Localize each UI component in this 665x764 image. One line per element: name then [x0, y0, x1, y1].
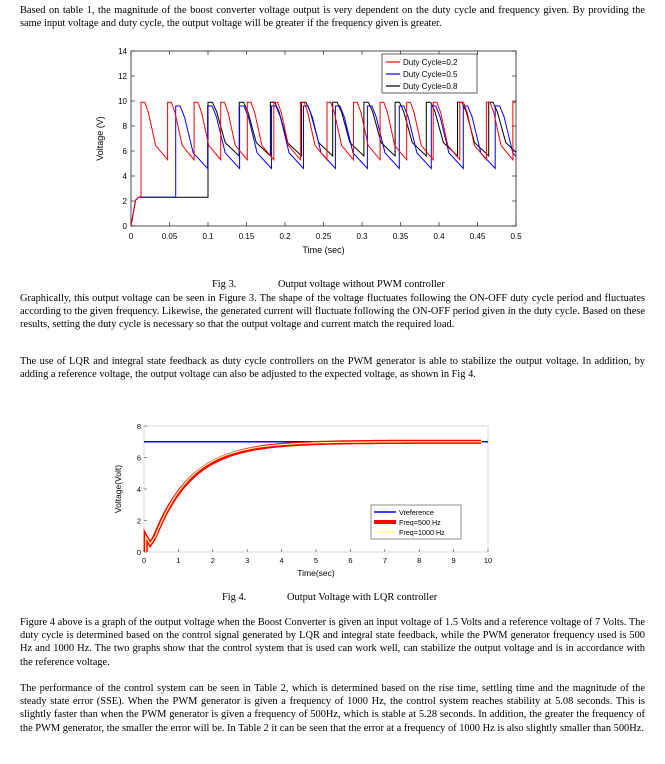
x-tick-label: 7 [382, 556, 387, 565]
x-tick-label: 0 [141, 556, 147, 565]
y-tick-label: 10 [118, 97, 127, 106]
x-tick-label: 0.2 [279, 232, 291, 241]
x-tick-label: 0.3 [356, 232, 368, 241]
x-axis-label: Time(sec) [297, 568, 335, 578]
x-tick-label: 10 [483, 556, 493, 565]
legend-entry: Vreference [399, 508, 434, 517]
y-axis-label: Voltage(Volt) [113, 464, 123, 514]
paragraph-lqr-usage: The use of LQR and integral state feedback as duty cycle controllers on the PWM generator is able to stabilize the output voltage. In addition, by adding a reference voltage, the output voltage can also be adjusted to the expected voltage, as shown in Fig 4. [20, 356, 645, 381]
y-tick-label: 8 [122, 122, 127, 131]
y-tick-label: 4 [136, 485, 141, 494]
figure-4-caption: Output Voltage with LQR controller [287, 592, 438, 603]
paragraph-figure3-description: Graphically, this output voltage can be seen in Figure 3. The shape of the voltage fluctuates following the ON-OFF duty cycle period and fluctuates according to the given frequency. Likewise, the generated current will fluctuate following the ON-OFF period given in the duty cycle. Based on these results, setting the duty cycle is necessary so that the output voltage and current match the required load. [20, 293, 645, 331]
paragraph-figure4-description: Figure 4 above is a graph of the output voltage when the Boost Converter is given an input voltage of 1.5 Volts and a reference voltage of 7 Volts. The duty cycle is determined based on the control signal generated by LQR and integral state feedback, while the PWM generator frequency used is 500 Hz and 1000 Hz. The two graphs show that the control system that is used can work well, can stabilize the output voltage and is in accordance with the reference voltage. [20, 617, 645, 668]
figure-3-caption: Output voltage without PWM controller [278, 279, 445, 290]
legend-entry: Duty Cycle=0.5 [403, 70, 458, 79]
x-tick-label: 6 [348, 556, 353, 565]
y-tick-label: 0 [136, 548, 141, 557]
x-tick-label: 0.15 [238, 232, 255, 241]
legend-entry: Freq=1000 Hz [399, 528, 445, 537]
x-tick-label: 3 [245, 556, 250, 565]
y-tick-label: 14 [118, 47, 127, 56]
x-tick-label: 0.4 [433, 232, 445, 241]
x-tick-label: 1 [176, 556, 181, 565]
y-tick-label: 4 [122, 172, 127, 181]
x-tick-label: 2 [210, 556, 215, 565]
x-tick-label: 0.45 [469, 232, 486, 241]
x-tick-label: 9 [451, 556, 456, 565]
y-tick-label: 2 [136, 516, 141, 526]
figure-3-label: Fig 3. [212, 279, 237, 290]
x-tick-label: 0.25 [315, 232, 332, 241]
y-tick-label: 2 [122, 197, 127, 206]
x-tick-label: 0.1 [202, 232, 214, 241]
legend-entry: Duty Cycle=0.8 [403, 82, 458, 91]
x-tick-label: 0.5 [510, 232, 522, 241]
y-axis-label: Voltage (V) [95, 116, 105, 161]
x-tick-label: 4 [279, 556, 284, 565]
paragraph-performance: The performance of the control system can be seen in Table 2, which is determined based on the rise time, settling time and the magnitude of the steady state error (SSE). When the PWM generator is given a frequency of 1000 Hz, the control system reaches stability at 5.08 seconds. This is slightly faster than when the PWM generator is given a frequency of 500Hz, which is stable at 5.28 seconds. In addition, the greater the frequency of the PWM generator, the smaller the error will be. In Table 2 it can be seen that the error at a frequency of 1000 Hz is also slightly smaller than 500Hz. [20, 683, 645, 734]
legend-entry: Duty Cycle=0.2 [403, 58, 458, 67]
y-tick-label: 6 [136, 453, 141, 463]
legend-entry: Freq=500 Hz [399, 518, 441, 527]
y-tick-label: 8 [136, 422, 141, 431]
y-tick-label: 12 [118, 72, 127, 81]
x-tick-label: 0 [128, 232, 134, 241]
paragraph-intro: Based on table 1, the magnitude of the boost converter voltage output is very dependent on the duty cycle and frequency given. By providing the same input voltage and duty cycle, the output voltage will be greater if the frequency given is greater. [20, 5, 645, 30]
y-tick-label: 6 [122, 147, 127, 156]
y-tick-label: 0 [122, 222, 127, 231]
x-axis-label: Time (sec) [302, 245, 345, 255]
x-tick-label: 0.35 [392, 232, 409, 241]
x-tick-label: 5 [313, 556, 319, 565]
x-tick-label: 8 [417, 556, 422, 565]
figure-4-label: Fig 4. [222, 592, 247, 603]
x-tick-label: 0.05 [161, 232, 178, 241]
